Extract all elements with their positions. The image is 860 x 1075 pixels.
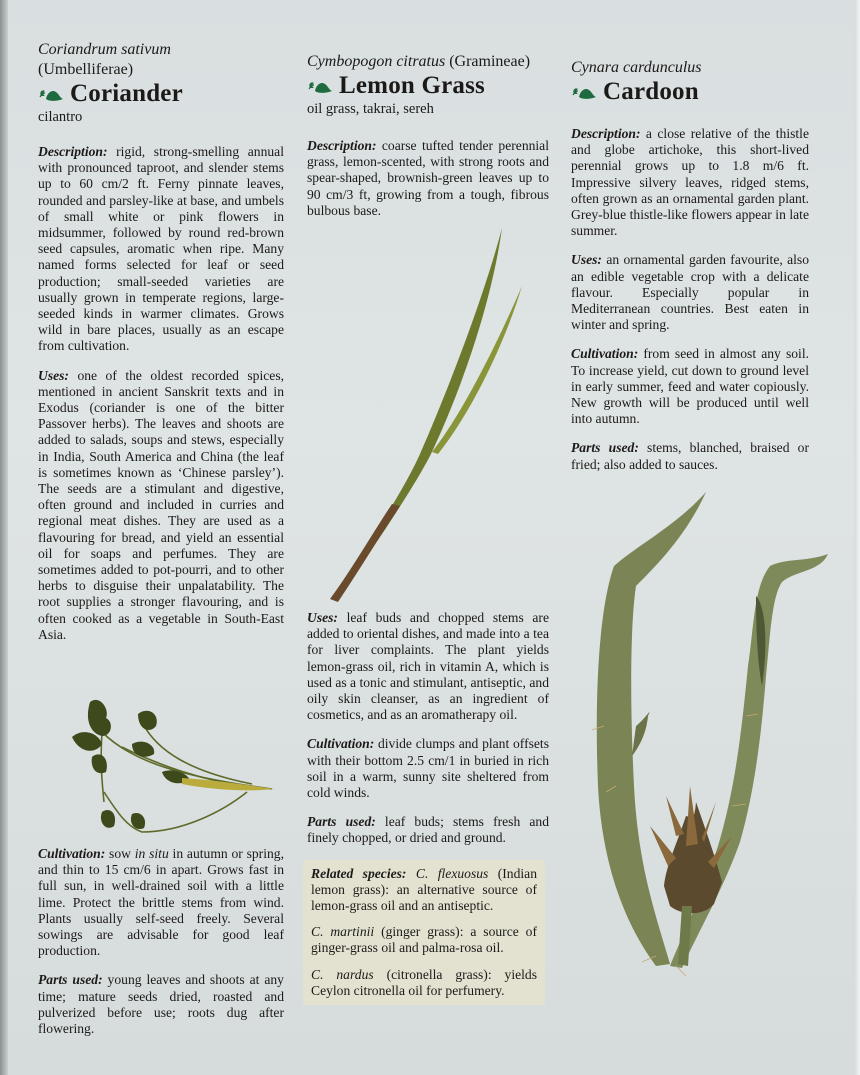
latin-name: Cynara cardunculus — [571, 59, 702, 76]
uses-paragraph — [307, 610, 549, 723]
uses-label: Uses: — [38, 367, 69, 383]
entry-title: Cardoon — [603, 78, 699, 105]
entry-heading — [307, 72, 549, 100]
related-species-box — [303, 860, 545, 1005]
description-paragraph — [38, 144, 284, 355]
entry-lemon-grass — [307, 0, 549, 232]
related-species-item: C. martinii (ginger grass): a source of ginger-grass oil and palma-rosa oil. — [311, 924, 537, 956]
cultivation-text: divide clumps and plant offsets with their bottom 2.5 cm/1 in buried in rich soil in a warm, sunny site sheltered from cold winds. — [307, 736, 549, 801]
uses-text: an ornamental garden favourite, also an edible vegetable crop with a delicate flavour. Especially popular in Mediterranean countries. Best eaten in winter and spring. — [571, 252, 809, 333]
description-paragraph — [307, 138, 549, 219]
common-names: cilantro — [38, 109, 83, 125]
lemon-grass-lower — [307, 610, 549, 1005]
cultivation-label: Cultivation: — [38, 846, 106, 861]
parts-used-paragraph — [38, 972, 284, 1037]
parts-used-label: Parts used: — [38, 972, 103, 988]
leaf-ornament-icon — [307, 77, 333, 95]
page-edge — [854, 0, 860, 1075]
uses-label: Uses: — [307, 610, 338, 625]
uses-label: Uses: — [571, 252, 602, 268]
description-label: Description: — [571, 126, 641, 141]
uses-paragraph — [571, 252, 809, 333]
common-names: oil grass, takrai, sereh — [307, 101, 434, 117]
cultivation-paragraph: Cultivation: sow in situ in autumn or spring, and thin to 15 cm/6 in apart. Grows fast in full sun, in well-drained soil with a little lime. Protect the brittle stems from wind. Plants usually self-seed freely. Several sowings are advisable for good leaf production. — [38, 846, 284, 959]
cardoon-specimen-image — [586, 486, 836, 981]
uses-text: one of the oldest recorded spices, mentioned in ancient Sanskrit texts and in Exodus (coriander is one of the bitter Passover herbs). The leaves and shoots are added to salads, soups and stews, especially in India, South America and China (the leaf is sometimes known as ‘Chinese parsley’). The seeds are a stimulant and digestive, often ground and included in curries and regional meat dishes. They are used as a flavouring for bread, and yield an essential oil for soaps and perfumes. They are sometimes added to pot-pourri, and to other herbs to disguise their unpalatability. The root supplies a stronger flavouring, and is often cooked as a vegetable in South-East Asia. — [38, 367, 285, 642]
leaf-ornament-icon — [571, 83, 597, 101]
cultivation-label: Cultivation: — [307, 736, 375, 752]
entry-title: Coriander — [70, 80, 183, 107]
entry-heading — [571, 78, 809, 106]
parts-used-text: stems, blanched, braised or fried; also added to sauces. — [571, 440, 809, 472]
parts-used-paragraph — [307, 814, 549, 846]
entry-heading — [38, 80, 284, 108]
related-species-item: Related species: C. flexuosus (Indian lemon grass): an alternative source of lemon-grass oil and an antiseptic. — [311, 865, 537, 914]
entry-cardoon — [571, 0, 809, 486]
description-text: a close relative of the thistle and globe artichoke, this short-lived perennial grows up to 1.8 m/6 ft. Impressive silvery leaves, ridged stems, often grown as an ornamental garden plant. Grey-blue thistle-like flowers appear in late summer. — [571, 126, 809, 239]
related-species-label: Related species: — [311, 865, 407, 881]
uses-text: leaf buds and chopped stems are added to oriental dishes, and made into a tea for liver complaints. The plant yields lemon-grass oil, rich in vitamin A, which is used as a tonic and stimulant, antiseptic, and oily skin cleanser, as an ingredient of cosmetics, and as an aromatherapy oil. — [307, 610, 549, 723]
plant-family: (Gramineae) — [449, 53, 531, 70]
description-text: rigid, strong-smelling annual with pronounced taproot, and slender stems up to 60 cm/2 ft. Ferny pinnate leaves, rounded and parsley-like at base, and umbels of small white or pink flowers in midsummer, followed by round red-brown seed capsules, aromatic when ripe. Many named forms selected for leaf or seed production; small-seeded varieties are usually grown in temperate regions, large-seeded kinds in warmer climates. Grows wild in bare places, usually as an escape from cultivation. — [38, 144, 284, 354]
book-gutter-shadow — [0, 0, 8, 1075]
description-paragraph — [571, 126, 809, 239]
latin-name: Cymbopogon citratus (Gramineae) — [307, 53, 531, 70]
latin-name: Coriandrum sativum — [38, 41, 171, 58]
parts-used-text: leaf buds; stems fresh and finely chopped, or dried and ground. — [307, 814, 549, 846]
coriander-specimen-image — [62, 692, 282, 842]
description-label: Description: — [38, 144, 108, 159]
parts-used-paragraph — [571, 440, 809, 472]
uses-paragraph — [38, 368, 284, 643]
coriander-lower — [38, 846, 284, 1050]
cultivation-paragraph — [571, 346, 809, 427]
parts-used-label: Parts used: — [571, 440, 639, 456]
cultivation-paragraph — [307, 736, 549, 801]
cultivation-label: Cultivation: — [571, 346, 639, 362]
entry-title: Lemon Grass — [339, 72, 485, 99]
parts-used-text: young leaves and shoots at any time; mature seeds dried, roasted and pulverized before use; roots dug after flowering. — [38, 972, 284, 1037]
entry-coriander — [38, 0, 284, 656]
description-label: Description: — [307, 138, 377, 153]
leaf-ornament-icon — [38, 85, 64, 103]
related-species-item: C. nardus (citronella grass): yields Ceylon citronella oil for perfumery. — [311, 966, 537, 998]
parts-used-label: Parts used: — [307, 814, 376, 830]
cultivation-text: from seed in almost any soil. To increase yield, cut down to ground level in early summer, feed and water copiously. New growth will be produced until well into autumn. — [571, 346, 809, 427]
plant-family: (Umbelliferae) — [38, 61, 134, 78]
lemon-grass-specimen-image — [322, 224, 532, 604]
description-text: coarse tufted tender perennial grass, lemon-scented, with strong roots and spear-shaped, brownish-green leaves up to 90 cm/3 ft, growing from a tough, fibrous bulbous base. — [307, 138, 549, 218]
